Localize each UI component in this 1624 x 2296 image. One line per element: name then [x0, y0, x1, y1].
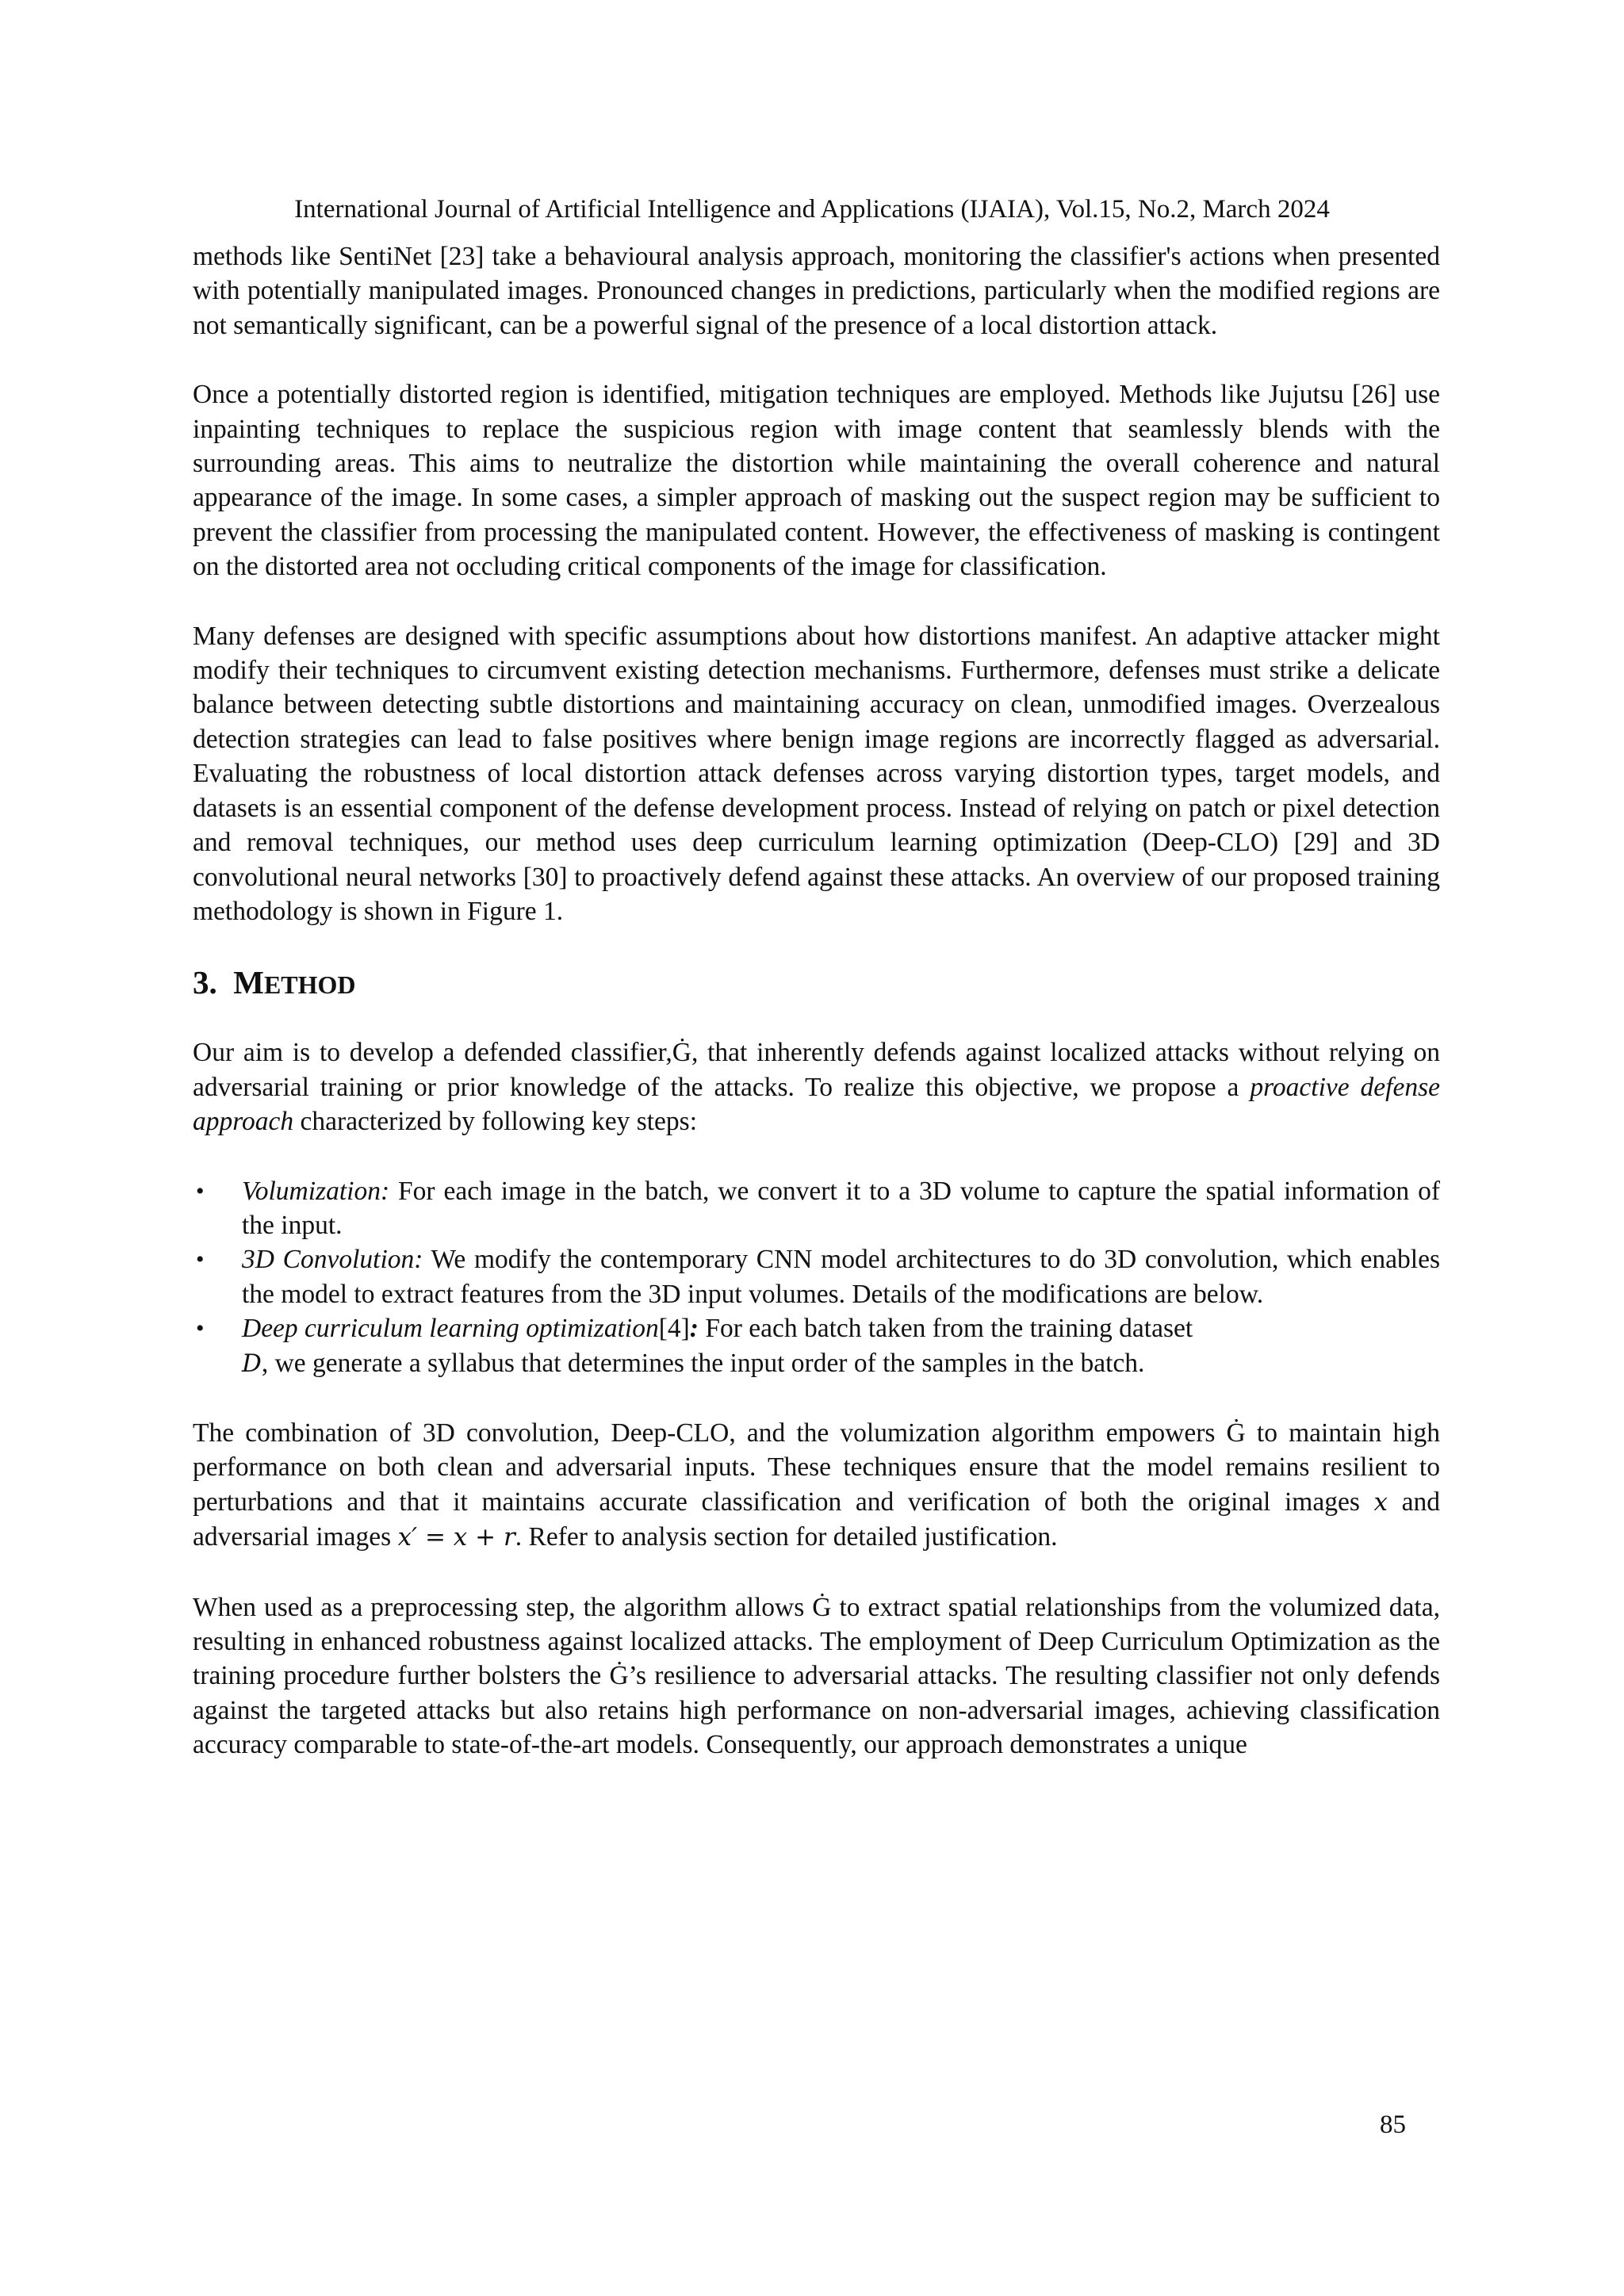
preprocessing-text-a: When used as a preprocessing step, the algorithm allows — [193, 1592, 813, 1622]
preprocessing-text-b: to extract spatial relationships from the volumized data, resulting in enhanced robustness against localized attacks. The employment of Deep Curriculum Optimization as the training procedure further bolsters the — [193, 1592, 1440, 1691]
combination-text-c: and adversarial images — [193, 1487, 1440, 1552]
paragraph-defense-assumptions: Many defenses are designed with specific assumptions about how distortions manifest. An adaptive attacker might modify their techniques to circumvent existing detection mechanisms. Furthermore, defenses must strike a delicate balance between detecting subtle distortions and maintaining accuracy on clean, unmodified images. Overzealous detection strategies can lead to false positives where benign image regions are incorrectly flagged as adversarial. Evaluating the robustness of local distortion attack defenses across varying distortion types, target models, and datasets is an essential component of the defense development process. Instead of relying on patch or pixel detection and removal techniques, our method uses deep curriculum learning optimization (Deep-CLO) [29] and 3D convolutional neural networks [30] to proactively defend against these attacks. An overview of our proposed training methodology is shown in Figure 1. — [193, 621, 1440, 926]
method-intro-text-b: , that inherently defends against localized attacks without relying on adversarial training or prior knowledge of the attacks. To realize this objective, we propose a — [193, 1038, 1440, 1102]
bullet-text: For each image in the batch, we convert it to a 3D volume to capture the spatial information of the input. — [242, 1176, 1440, 1240]
method-intro-text-c: characterized by following key steps: — [293, 1107, 698, 1137]
page-number: 85 — [1380, 2110, 1406, 2139]
bullet-colon: : — [689, 1314, 699, 1344]
running-header: International Journal of Artificial Intelligence and Applications (IJAIA), Vol.15, No.2, March 2024 — [294, 195, 1330, 224]
proactive-defense-term: proactive defense approach — [193, 1072, 1440, 1137]
paragraph-combination — [193, 1416, 1440, 1556]
defended-classifier-symbol: Ġ — [672, 1038, 691, 1068]
section-title-initial: M — [233, 964, 264, 1001]
section-heading-method — [193, 963, 1440, 1004]
combination-text-a: The combination of 3D convolution, Deep-CLO, and the volumization algorithm empowers — [193, 1418, 1227, 1448]
preprocessing-text-c: ’s resilience to adversarial attacks. The resulting classifier not only defends against the targeted attacks but also retains high performance on non-adversarial images, achieving classification accuracy comparable to state-of-the-art models. Consequently, our approach demonstrates a unique — [193, 1661, 1440, 1760]
method-intro-text-a: Our aim is to develop a defended classifier, — [193, 1038, 672, 1068]
section-number: 3. — [193, 964, 217, 1001]
classifier-symbol: Ġ — [609, 1661, 629, 1691]
key-steps-list — [193, 1174, 1440, 1381]
paragraph-mitigation-techniques: Once a potentially distorted region is identified, mitigation techniques are employed. Methods like Jujutsu [26] use inpainting techniques to replace the suspicious region with image content that seamlessly blends with the surrounding areas. This aims to neutralize the distortion while maintaining the overall coherence and natural appearance of the image. In some cases, a simpler approach of masking out the suspect region may be sufficient to prevent the classifier from processing the manipulated content. However, the effectiveness of masking is contingent on the distorted area not occluding critical components of the image for classification. — [193, 380, 1440, 582]
list-item-volumization — [193, 1174, 1440, 1243]
combination-text-b: to maintain high performance on both clean and adversarial inputs. These techniques ensure that the model remains resilient to perturbations and that it maintains accurate classification and verification of both the original images — [193, 1418, 1440, 1517]
bullet-term: Volumization: — [242, 1176, 390, 1206]
bullet-text-continued: , we generate a syllabus that determines the input order of the samples in the batch. — [261, 1348, 1145, 1378]
adversarial-equation: x′ = x + r — [397, 1523, 515, 1552]
list-item-deep-curriculum — [193, 1311, 1440, 1381]
bullet-text: For each batch taken from the training dataset — [698, 1314, 1193, 1344]
bullet-term: 3D Convolution: — [242, 1245, 423, 1275]
bullet-text: We modify the contemporary CNN model architectures to do 3D convolution, which enables the model to extract features from the 3D input volumes. Details of the modifications are below. — [242, 1245, 1441, 1309]
paragraph-method-intro — [193, 1035, 1440, 1138]
bullet-term: Deep curriculum learning optimization — [242, 1314, 659, 1344]
section-title-rest: ETHOD — [263, 970, 356, 1000]
paragraph-local-distortion-detection: methods like SentiNet [23] take a behavioural analysis approach, monitoring the classifier's actions when presented with potentially manipulated images. Pronounced changes in predictions, particularly when the modified regions are not semantically significant, can be a powerful signal of the presence of a local distortion attack. — [193, 242, 1440, 340]
bullet-dot-icon: • — [196, 1246, 205, 1273]
classifier-symbol: Ġ — [1226, 1418, 1246, 1448]
bullet-dot-icon: • — [196, 1177, 205, 1204]
list-item-3d-convolution — [193, 1242, 1440, 1311]
paragraph-preprocessing — [193, 1590, 1440, 1762]
combination-text-d: . Refer to analysis section for detailed justification. — [515, 1522, 1058, 1552]
classifier-symbol: Ġ — [812, 1592, 832, 1622]
page-body — [193, 239, 1440, 1762]
bullet-dot-icon: • — [196, 1315, 205, 1342]
citation-ref: [4] — [658, 1314, 690, 1344]
variable-x: x — [1373, 1487, 1388, 1517]
dataset-variable-d: D — [242, 1349, 262, 1378]
